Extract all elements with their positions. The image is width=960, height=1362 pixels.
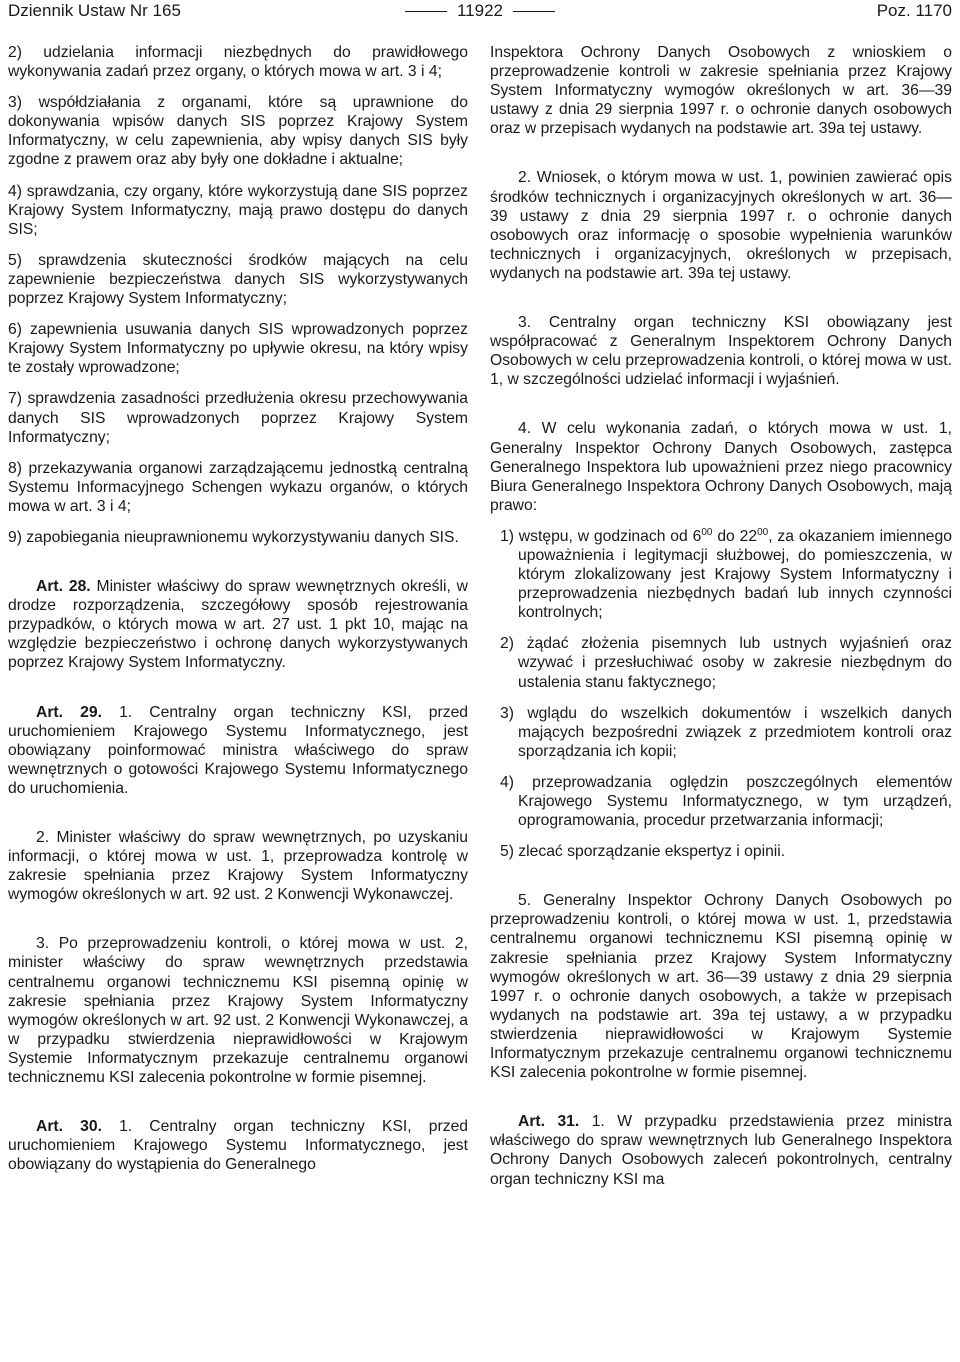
article-28-text: Minister właściwy do spraw wewnętrznych określi, w drodze rozporządzenia, szczegółowy sposób rejestrowania przypadków, o których mowa w art. 27 ust. 1 pkt 10, mając na względzie bezpieczeństwo i ochronę danych wykorzystywanych poprzez Krajowy System Informatyczny. xyxy=(8,578,468,672)
dash-left xyxy=(405,11,447,12)
right-list-item-2: 2) żądać złożenia pisemnych lub ustnych wyjaśnień oraz wzywać i przesłuchiwać osoby w zakresie niezbędnym do ustalenia stanu faktycznego; xyxy=(500,635,952,691)
journal-title: Dziennik Ustaw Nr 165 xyxy=(8,1,181,20)
list-item-6: 6) zapewnienia usuwania danych SIS wprowadzonych poprzez Krajowy System Informatyczny po upływie okresu, na który wpisy te zostały wprowadzone; xyxy=(8,321,468,377)
dash-right xyxy=(513,11,555,12)
list-item-5: 5) sprawdzenia skuteczności środków mających na celu zapewnienie bezpieczeństwa danych SIS wykorzystywanych poprzez Krajowy System Informatyczny; xyxy=(8,251,468,308)
right-list-item-1-sup2: 00 xyxy=(757,526,769,538)
right-para-2: 2. Wniosek, o którym mowa w ust. 1, powinien zawierać opis środków technicznych i organizacyjnych określonych w art. 36—39 ustawy z dnia 29 sierpnia 1997 r. o ochronie danych osobowych oraz informację o sposobie wypełnienia warunków technicznych i organizacyjnych, określonych w przepisach, wydanych na podstawie art. 39a tej ustawy. xyxy=(490,169,952,282)
article-29-para-1 xyxy=(8,703,468,798)
right-para-3: 3. Centralny organ techniczny KSI obowiązany jest współpracować z Generalnym Inspektorem Ochrony Danych Osobowych w celu przeprowadzenia kontroli, o której mowa w ust. 1, w szczególności udzielać informacji i wyjaśnień. xyxy=(490,314,952,389)
right-para-4: 4. W celu wykonania zadań, o których mowa w ust. 1, Generalny Inspektor Ochrony Danych Osobowych, zastępca Generalnego Inspektora lub upoważnieni przez niego pracownicy Biura Generalnego Inspektora Ochrony Danych Osobowych, mają prawo: xyxy=(490,420,952,514)
left-column xyxy=(8,43,468,1186)
page-header xyxy=(8,0,952,22)
list-item-8: 8) przekazywania organowi zarządzającemu jednostką centralną Systemu Informacyjnego Schengen wykazu organów, o których mowa w art. 3 i 4; xyxy=(8,459,468,515)
list-item-4: 4) sprawdzania, czy organy, które wykorzystują dane SIS poprzez Krajowy System Informatyczny, mają prawo dostępu do danych SIS; xyxy=(8,182,468,238)
article-29-para-2: 2. Minister właściwy do spraw wewnętrznych, po uzyskaniu informacji, o której mowa w ust. 1, przeprowadza kontrolę w zakresie spełniania przez Krajowy System Informatyczny wymogów określonych w art. 92 ust. 2 Konwencji Wykonawczej. xyxy=(8,829,468,904)
right-list-item-3: 3) wglądu do wszelkich dokumentów i wszelkich danych mających bezpośredni związek z przedmiotem kontroli oraz sporządzania ich kopii; xyxy=(500,704,952,760)
position-number: Poz. 1170 xyxy=(876,1,952,20)
list-item-9: 9) zapobiegania nieuprawnionemu wykorzystywaniu danych SIS. xyxy=(8,528,459,546)
article-28 xyxy=(8,577,468,672)
right-list-item-1-a: 1) wstępu, w godzinach od 6 xyxy=(500,527,702,545)
article-29-label: Art. 29. xyxy=(36,703,102,721)
right-para-5: 5. Generalny Inspektor Ochrony Danych Osobowych po przeprowadzeniu kontroli, o której mowa w ust. 1, przedstawia centralnemu organowi technicznemu KSI pisemną opinię w zakresie spełniania przez Krajowy System Informatyczny wymogów określonych w art. 36—39 ustawy z dnia 29 sierpnia 1997 r. o ochronie danych osobowych, a także w przepisach wydanych na podstawie art. 39a tej ustawy, a w przypadku stwierdzenia nieprawidłowości w Krajowym Systemie Informatycznym przekazuje centralnemu organowi technicznemu KSI zalecenia pokontrolne w formie pisemnej. xyxy=(490,892,952,1082)
page-number xyxy=(8,0,952,22)
right-list-item-5: 5) zlecać sporządzanie ekspertyz i opinii. xyxy=(500,843,786,861)
page-number-text: 11922 xyxy=(456,1,503,20)
article-30-para-1 xyxy=(8,1117,468,1174)
list-item-2: 2) udzielania informacji niezbędnych do prawidłowego wykonywania zadań przez organy, o których mowa w art. 3 i 4; xyxy=(8,44,468,81)
list-item-3: 3) współdziałania z organami, które są uprawnione do dokonywania wpisów danych SIS poprzez Krajowy System Informatyczny, w celu zapewnienia, aby wpisy danych SIS były zgodne z prawem oraz aby były one dokładne i aktualne; xyxy=(8,94,468,169)
article-29-para-1-text: 1. Centralny organ techniczny KSI, przed uruchomieniem Krajowego Systemu Informatycznego, jest obowiązany poinformować ministra właściwego do spraw wewnętrznych o gotowości Krajowego Systemu Informatycznego do uruchomienia. xyxy=(8,703,469,797)
right-para-1: Inspektora Ochrony Danych Osobowych z wnioskiem o przeprowadzenie kontroli w zakresie spełniania przez Krajowy System Informatyczny wymogów określonych w art. 36—39 ustawy z dnia 29 sierpnia 1997 r. o ochronie danych osobowych oraz w przepisach wydanych na podstawie art. 39a tej ustawy. xyxy=(490,44,952,138)
right-list-item-1 xyxy=(490,527,952,622)
right-list-item-4: 4) przeprowadzania oględzin poszczególnych elementów Krajowego Systemu Informatycznego, w tym urządzeń, oprogramowania, procedur przetwarzania informacji; xyxy=(500,773,952,830)
list-item-7: 7) sprawdzenia zasadności przedłużenia okresu przechowywania danych SIS wprowadzonych poprzez Krajowy System Informatyczny; xyxy=(8,390,468,446)
right-list-item-1-sup1: 00 xyxy=(701,526,713,538)
article-29-para-3: 3. Po przeprowadzeniu kontroli, o której mowa w ust. 2, minister właściwy do spraw wewnętrznych przedstawia centralnemu organowi technicznemu KSI pisemną opinię w zakresie spełniania przez Krajowy System Informatyczny wymogów określonych w art. 92 ust. 2 Konwencji Wykonawczej, a w przypadku stwierdzenia nieprawidłowości w Krajowym Systemie Informatycznym przekazuje centralnemu organowi technicznemu KSI zalecenia pokontrolne w formie pisemnej. xyxy=(8,935,468,1087)
right-list-item-1-b: do 22 xyxy=(712,527,758,545)
right-list-item-1-c: , za okazaniem imiennego upoważnienia i legitymacji służbowej, do pomieszczenia, w którym zlokalizowany jest Krajowy System Informatyczny i przeprowadzenia niezbędnych badań lub innych czynności kontrolnych; xyxy=(518,527,952,622)
article-30-label: Art. 30. xyxy=(36,1118,102,1136)
article-31-para-1 xyxy=(490,1112,952,1188)
article-31-para-1-text: 1. W przypadku przedstawienia przez ministra właściwego do spraw wewnętrznych lub Generalnego Inspektora Ochrony Danych Osobowych zaleceń pokontrolnych, centralny organ techniczny KSI ma xyxy=(490,1113,952,1188)
right-column xyxy=(490,43,952,1201)
article-28-label: Art. 28. xyxy=(36,578,91,596)
article-31-label: Art. 31. xyxy=(518,1113,580,1131)
article-30-para-1-text: 1. Centralny organ techniczny KSI, przed uruchomieniem Krajowego Systemu Informatycznego, jest obowiązany do wystąpienia do Generalnego xyxy=(8,1118,469,1174)
